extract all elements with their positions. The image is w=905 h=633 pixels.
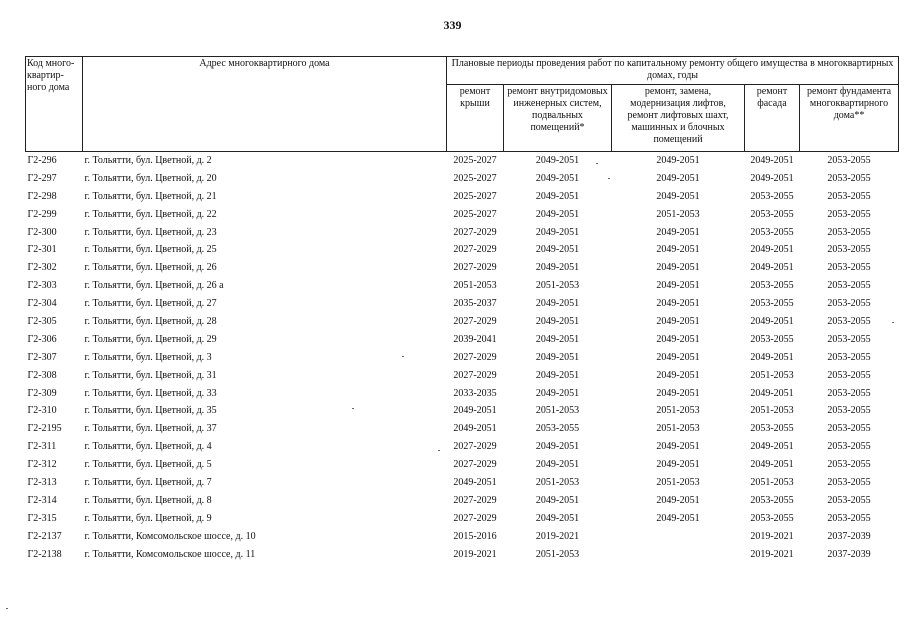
cell-elevators: 2049-2051: [656, 244, 700, 256]
cell-roof: 2027-2029: [453, 315, 497, 327]
cell-foundation: 2053-2055: [827, 315, 871, 327]
table-row: [26, 528, 899, 546]
cell-address: г. Тольятти, бул. Цветной, д. 22: [84, 208, 217, 220]
cell-address: г. Тольятти, бул. Цветной, д. 3: [84, 351, 212, 363]
cell-systems: 2049-2051: [535, 298, 580, 310]
cell-foundation: 2053-2055: [827, 423, 871, 435]
cell-systems: 2049-2051: [535, 262, 580, 274]
cell-systems: 2049-2051: [535, 226, 580, 238]
cell-code: Г2-303: [27, 280, 57, 292]
cell-systems: 2049-2051: [535, 512, 580, 524]
cell-elevators: 2049-2051: [656, 494, 700, 506]
cell-elevators: 2049-2051: [656, 369, 700, 381]
cell-foundation: 2053-2055: [827, 262, 871, 274]
table-row: [26, 277, 899, 295]
cell-facade: 2053-2055: [750, 423, 794, 435]
cell-code: Г2-2138: [27, 548, 62, 560]
cell-code: Г2-301: [27, 244, 57, 256]
cell-facade: 2053-2055: [750, 226, 794, 238]
cell-code: Г2-314: [27, 494, 57, 506]
header-row-top: [26, 57, 899, 85]
cell-facade: 2053-2055: [750, 298, 794, 310]
cell-systems: 2051-2053: [535, 280, 580, 292]
cell-code: Г2-302: [27, 262, 57, 274]
cell-elevators: 2049-2051: [656, 441, 700, 453]
cell-foundation: 2053-2055: [827, 226, 871, 238]
cell-elevators: 2051-2053: [656, 405, 700, 417]
page-number: 339: [443, 18, 462, 32]
cell-elevators: 2051-2053: [656, 208, 700, 220]
cell-systems: 2049-2051: [535, 154, 580, 166]
cell-foundation: 2053-2055: [827, 208, 871, 220]
table-row: [26, 295, 899, 313]
cell-elevators: 2049-2051: [656, 190, 700, 202]
cell-foundation: 2053-2055: [827, 494, 871, 506]
table-row: [26, 170, 899, 188]
cell-facade: 2049-2051: [750, 387, 794, 399]
scan-speck: [402, 356, 404, 357]
cell-facade: 2053-2055: [750, 190, 794, 202]
cell-roof: 2039-2041: [453, 333, 497, 345]
cell-elevators: 2049-2051: [656, 262, 700, 274]
cell-roof: 2025-2027: [453, 154, 497, 166]
cell-address: г. Тольятти, бул. Цветной, д. 9: [84, 512, 212, 524]
cell-systems: 2049-2051: [535, 459, 580, 471]
cell-facade: 2019-2021: [750, 548, 794, 560]
cell-elevators: 2051-2053: [656, 476, 700, 488]
cell-foundation: 2053-2055: [827, 405, 871, 417]
cell-code: Г2-2137: [27, 530, 62, 542]
cell-facade: 2049-2051: [750, 244, 794, 256]
cell-elevators: 2051-2053: [656, 423, 700, 435]
cell-foundation: 2053-2055: [827, 280, 871, 292]
cell-facade: 2051-2053: [750, 476, 794, 488]
cell-foundation: 2053-2055: [827, 298, 871, 310]
cell-code: Г2-310: [27, 405, 57, 417]
scan-speck: [438, 450, 440, 451]
cell-elevators: 2049-2051: [656, 315, 700, 327]
cell-elevators: 2049-2051: [656, 280, 700, 292]
table-row: [26, 313, 899, 331]
cell-roof: 2049-2051: [453, 476, 497, 488]
scan-speck: [608, 178, 610, 179]
cell-elevators: 2049-2051: [656, 351, 700, 363]
cell-systems: 2049-2051: [535, 333, 580, 345]
cell-elevators: 2049-2051: [656, 333, 700, 345]
cell-systems: 2019-2021: [535, 530, 580, 542]
table-row: [26, 188, 899, 206]
cell-foundation: 2037-2039: [827, 530, 871, 542]
cell-address: г. Тольятти, бул. Цветной, д. 37: [84, 423, 217, 435]
header-foundation: ремонт фундамента многоквартирного дома**: [800, 84, 899, 151]
cell-foundation: 2053-2055: [827, 244, 871, 256]
cell-foundation: 2053-2055: [827, 172, 871, 184]
cell-code: Г2-296: [27, 154, 57, 166]
cell-roof: 2015-2016: [453, 530, 497, 542]
cell-roof: 2027-2029: [453, 494, 497, 506]
cell-facade: 2049-2051: [750, 172, 794, 184]
cell-address: г. Тольятти, бул. Цветной, д. 2: [84, 154, 212, 166]
cell-elevators: 2049-2051: [656, 459, 700, 471]
cell-address: г. Тольятти, бул. Цветной, д. 25: [84, 244, 217, 256]
header-elevators: ремонт, замена, модернизация лифтов, ремонт лифтовых шахт, машинных и блочных помещений: [612, 84, 745, 151]
cell-systems: 2049-2051: [535, 494, 580, 506]
scan-speck: [892, 322, 894, 323]
cell-address: г. Тольятти, бул. Цветной, д. 8: [84, 494, 212, 506]
cell-foundation: 2053-2055: [827, 351, 871, 363]
cell-systems: 2049-2051: [535, 190, 580, 202]
header-facade: ремонт фасада: [745, 84, 800, 151]
cell-elevators: 2049-2051: [656, 154, 700, 166]
table-row: [26, 367, 899, 385]
cell-systems: 2049-2051: [535, 387, 580, 399]
cell-facade: 2049-2051: [750, 441, 794, 453]
table-row: [26, 492, 899, 510]
table-row: [26, 420, 899, 438]
cell-systems: 2053-2055: [535, 423, 580, 435]
cell-foundation: 2053-2055: [827, 369, 871, 381]
table-row: [26, 456, 899, 474]
cell-elevators: 2049-2051: [656, 172, 700, 184]
header-roof: ремонт крыши: [447, 84, 504, 151]
cell-elevators: 2049-2051: [656, 298, 700, 310]
table-row: [26, 206, 899, 224]
cell-roof: 2033-2035: [453, 387, 497, 399]
cell-roof: 2027-2029: [453, 351, 497, 363]
scan-speck: [352, 408, 354, 409]
cell-address: г. Тольятти, бул. Цветной, д. 35: [84, 405, 217, 417]
cell-systems: 2049-2051: [535, 441, 580, 453]
scan-speck: [6, 608, 8, 609]
cell-address: г. Тольятти, бул. Цветной, д. 29: [84, 333, 217, 345]
cell-code: Г2-306: [27, 333, 57, 345]
cell-address: г. Тольятти, Комсомольское шоссе, д. 10: [84, 530, 256, 542]
cell-roof: 2027-2029: [453, 244, 497, 256]
cell-systems: 2049-2051: [535, 369, 580, 381]
table-row: [26, 241, 899, 259]
cell-facade: 2053-2055: [750, 494, 794, 506]
cell-code: Г2-304: [27, 298, 57, 310]
cell-foundation: 2053-2055: [827, 441, 871, 453]
cell-roof: 2025-2027: [453, 172, 497, 184]
cell-foundation: 2053-2055: [827, 476, 871, 488]
cell-systems: 2051-2053: [535, 476, 580, 488]
cell-roof: 2025-2027: [453, 208, 497, 220]
cell-facade: 2019-2021: [750, 530, 794, 542]
cell-roof: 2027-2029: [453, 262, 497, 274]
cell-foundation: 2037-2039: [827, 548, 871, 560]
cell-facade: 2053-2055: [750, 208, 794, 220]
cell-address: г. Тольятти, бул. Цветной, д. 28: [84, 315, 217, 327]
cell-systems: 2051-2053: [535, 548, 580, 560]
cell-code: Г2-315: [27, 512, 57, 524]
cell-code: Г2-311: [27, 441, 57, 453]
cell-roof: 2049-2051: [453, 405, 497, 417]
cell-address: г. Тольятти, бул. Цветной, д. 5: [84, 459, 212, 471]
cell-systems: 2049-2051: [535, 351, 580, 363]
cell-elevators: [612, 546, 745, 564]
cell-facade: 2051-2053: [750, 369, 794, 381]
cell-facade: 2049-2051: [750, 154, 794, 166]
cell-foundation: 2053-2055: [827, 154, 871, 166]
cell-code: Г2-309: [27, 387, 57, 399]
cell-systems: 2049-2051: [535, 244, 580, 256]
cell-facade: 2049-2051: [750, 459, 794, 471]
cell-roof: 2027-2029: [453, 441, 497, 453]
cell-code: Г2-300: [27, 226, 57, 238]
cell-roof: 2035-2037: [453, 298, 497, 310]
table-row: [26, 510, 899, 528]
table-row: [26, 474, 899, 492]
cell-address: г. Тольятти, бул. Цветной, д. 27: [84, 298, 217, 310]
cell-roof: 2027-2029: [453, 512, 497, 524]
cell-systems: 2049-2051: [535, 208, 580, 220]
cell-elevators: 2049-2051: [656, 387, 700, 399]
cell-foundation: 2053-2055: [827, 459, 871, 471]
cell-facade: 2049-2051: [750, 351, 794, 363]
capital-repair-schedule-table: [25, 56, 899, 563]
scan-speck: [596, 163, 598, 164]
cell-facade: 2051-2053: [750, 405, 794, 417]
table-row: [26, 259, 899, 277]
cell-address: г. Тольятти, бул. Цветной, д. 20: [84, 172, 217, 184]
cell-code: Г2-305: [27, 315, 57, 327]
cell-address: г. Тольятти, Комсомольское шоссе, д. 11: [84, 548, 256, 560]
cell-code: Г2-298: [27, 190, 57, 202]
cell-foundation: 2053-2055: [827, 387, 871, 399]
cell-address: г. Тольятти, бул. Цветной, д. 26: [84, 262, 217, 274]
cell-address: г. Тольятти, бул. Цветной, д. 33: [84, 387, 217, 399]
cell-address: г. Тольятти, бул. Цветной, д. 26 а: [84, 280, 224, 292]
cell-roof: 2051-2053: [453, 280, 497, 292]
cell-elevators: [612, 528, 745, 546]
header-periods: Плановые периоды проведения работ по капитальному ремонту общего имущества в многоквартирных домах, годы: [447, 57, 899, 85]
cell-foundation: 2053-2055: [827, 512, 871, 524]
cell-facade: 2053-2055: [750, 280, 794, 292]
cell-systems: 2049-2051: [535, 315, 580, 327]
table-row: [26, 349, 899, 367]
cell-code: Г2-312: [27, 459, 57, 471]
cell-facade: 2049-2051: [750, 315, 794, 327]
cell-address: г. Тольятти, бул. Цветной, д. 21: [84, 190, 217, 202]
cell-facade: 2053-2055: [750, 333, 794, 345]
cell-code: Г2-313: [27, 476, 57, 488]
cell-code: Г2-308: [27, 369, 57, 381]
cell-elevators: 2049-2051: [656, 226, 700, 238]
cell-foundation: 2053-2055: [827, 190, 871, 202]
cell-foundation: 2053-2055: [827, 333, 871, 345]
cell-roof: 2027-2029: [453, 226, 497, 238]
cell-address: г. Тольятти, бул. Цветной, д. 31: [84, 369, 217, 381]
cell-systems: 2049-2051: [535, 172, 580, 184]
cell-roof: 2027-2029: [453, 369, 497, 381]
table-row: [26, 546, 899, 564]
cell-code: Г2-307: [27, 351, 57, 363]
cell-code: Г2-2195: [27, 423, 62, 435]
cell-roof: 2025-2027: [453, 190, 497, 202]
cell-elevators: 2049-2051: [656, 512, 700, 524]
cell-roof: 2027-2029: [453, 459, 497, 471]
header-address: Адрес многоквартирного дома: [83, 57, 447, 152]
table-row: [26, 331, 899, 349]
header-code: Код много-квартир-ного дома: [26, 57, 83, 152]
cell-facade: 2049-2051: [750, 262, 794, 274]
cell-code: Г2-297: [27, 172, 57, 184]
cell-address: г. Тольятти, бул. Цветной, д. 7: [84, 476, 212, 488]
table-body: [26, 152, 899, 564]
cell-address: г. Тольятти, бул. Цветной, д. 4: [84, 441, 212, 453]
cell-systems: 2051-2053: [535, 405, 580, 417]
table-row: [26, 385, 899, 403]
cell-facade: 2053-2055: [750, 512, 794, 524]
cell-address: г. Тольятти, бул. Цветной, д. 23: [84, 226, 217, 238]
cell-code: Г2-299: [27, 208, 57, 220]
header-systems: ремонт внутридомовых инженерных систем, подвальных помещений*: [504, 84, 612, 151]
table-row: [26, 224, 899, 242]
cell-roof: 2049-2051: [453, 423, 497, 435]
table-row: [26, 402, 899, 420]
table-row: [26, 438, 899, 456]
cell-roof: 2019-2021: [453, 548, 497, 560]
table-row: [26, 152, 899, 170]
